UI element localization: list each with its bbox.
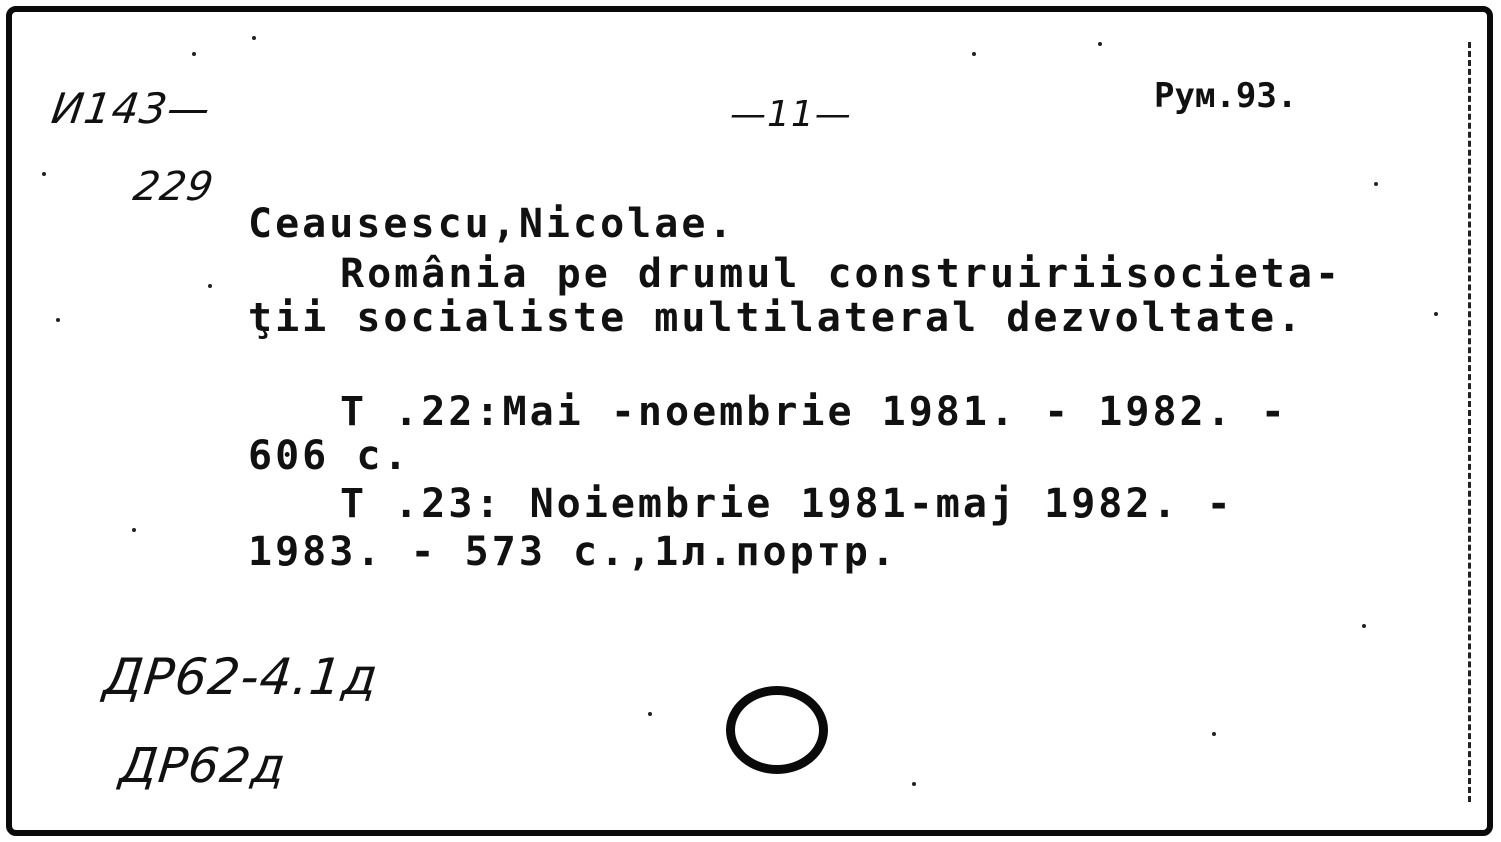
speck: [252, 36, 256, 40]
speck: [208, 284, 212, 288]
author-heading: Ceausescu,Nicolae.: [248, 201, 736, 247]
speck: [972, 52, 976, 56]
speck: [1362, 624, 1366, 628]
language-code: Рум.93.: [1154, 76, 1298, 116]
shelf-mark-2: ДР62д: [117, 738, 289, 794]
card-number: —11—: [730, 94, 852, 135]
punch-hole: [726, 686, 828, 774]
volume-23-line-1: T .23: Noiembrie 1981-maj 1982. -: [340, 481, 1234, 527]
volume-22-line-1: T .22:Mai -noembrie 1981. - 1982. -: [340, 389, 1288, 435]
speck: [56, 318, 60, 322]
shelf-mark-1: ДР62-4.1д: [100, 648, 382, 706]
speck: [1212, 732, 1216, 736]
speck: [42, 172, 46, 176]
volume-22-line-2: 606 c.: [248, 433, 411, 479]
edge-dashed-line: [1468, 42, 1471, 802]
volume-23-line-2: 1983. - 573 c.,1л.портр.: [248, 529, 898, 575]
accession-number: И143—: [48, 84, 215, 133]
accession-number-second-line: 229: [129, 164, 218, 210]
title-line-1: România pe drumul construiriisocieta-: [340, 251, 1343, 297]
speck: [1434, 312, 1438, 316]
speck: [648, 712, 652, 716]
catalog-card: [6, 6, 1493, 836]
speck: [912, 782, 916, 786]
speck: [1098, 42, 1102, 46]
speck: [1374, 182, 1378, 186]
title-line-2: ţii socialiste multilateral dezvoltate.: [248, 295, 1305, 341]
speck: [192, 52, 196, 56]
speck: [132, 528, 136, 532]
